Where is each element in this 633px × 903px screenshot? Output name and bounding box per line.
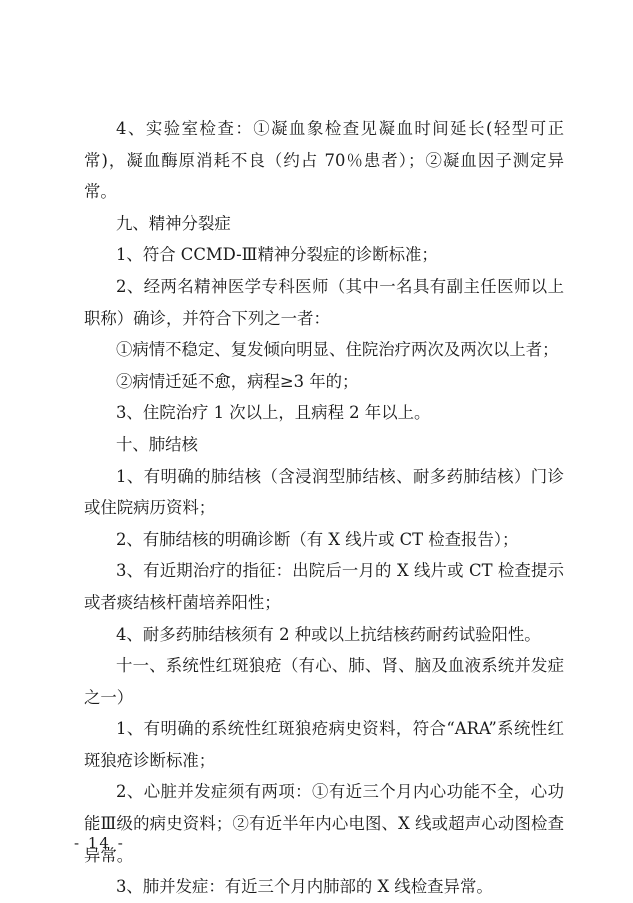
paragraph: 3、肺并发症：有近三个月内肺部的 X 线检查异常。 bbox=[116, 877, 493, 897]
section-heading: 九、精神分裂症 bbox=[116, 213, 231, 233]
paragraph: 2、心脏并发症须有两项：①有近三个月内心功能不全，心功能Ⅲ级的病史资料；②有近半年内心电图、X 线或超声心动图检查异常。 bbox=[84, 782, 564, 865]
paragraph: 2、有肺结核的明确诊断（有 X 线片或 CT 检查报告）； bbox=[116, 529, 519, 549]
paragraph: ②病情迁延不愈，病程≥3 年的； bbox=[116, 371, 359, 391]
document-body bbox=[84, 113, 564, 903]
paragraph: ①病情不稳定、复发倾向明显、住院治疗两次及两次以上者； bbox=[116, 340, 559, 360]
paragraph: 4、实验室检查：①凝血象检查见凝血时间延长(轻型可正常)，凝血酶原消耗不良（约占 70％患者）；②凝血因子测定异常。 bbox=[84, 119, 564, 202]
paragraph: 3、有近期治疗的指征：出院后一月的 X 线片或 CT 检查提示或者痰结核杆菌培养阳性； bbox=[84, 561, 564, 612]
paragraph: 3、住院治疗 1 次以上，且病程 2 年以上。 bbox=[116, 403, 431, 423]
paragraph: 1、符合 CCMD-Ⅲ精神分裂症的诊断标准； bbox=[116, 245, 438, 265]
paragraph: 4、耐多药肺结核须有 2 种或以上抗结核药耐药试验阳性。 bbox=[116, 624, 541, 644]
paragraph: 1、有明确的系统性红斑狼疮病史资料，符合“ARA”系统性红斑狼疮诊断标准； bbox=[84, 719, 564, 770]
page-number: - 14 - bbox=[74, 834, 125, 852]
paragraph: 1、有明确的肺结核（含浸润型肺结核、耐多药肺结核）门诊或住院病历资料； bbox=[84, 466, 564, 518]
section-heading: 十一、系统性红斑狼疮（有心、肺、肾、脑及血液系统并发症之一） bbox=[84, 656, 564, 707]
section-heading: 十、肺结核 bbox=[116, 434, 198, 454]
paragraph: 2、经两名精神医学专科医师（其中一名具有副主任医师以上职称）确诊，并符合下列之一者： bbox=[84, 276, 564, 328]
